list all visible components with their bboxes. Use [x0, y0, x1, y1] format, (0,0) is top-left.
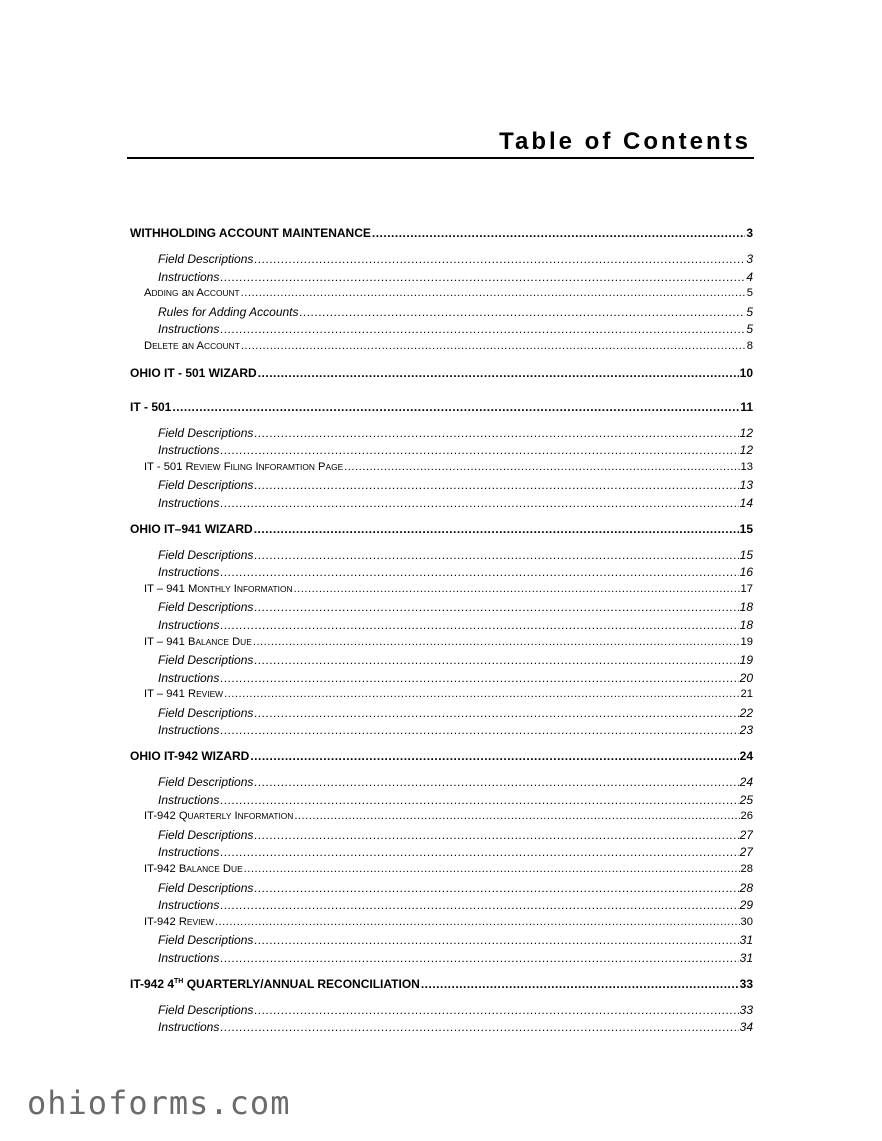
- dot-leader: [172, 400, 739, 414]
- dot-leader: [220, 322, 745, 336]
- toc-entry[interactable]: [130, 636, 753, 654]
- dot-leader: [254, 1003, 738, 1017]
- dot-leader: [254, 600, 738, 614]
- toc-entry[interactable]: [130, 366, 753, 386]
- toc-entry[interactable]: [130, 305, 753, 323]
- dot-leader: [254, 828, 738, 842]
- toc-page-number: 31: [739, 933, 753, 948]
- toc-page-number: 3: [746, 252, 753, 266]
- toc-entry[interactable]: [130, 723, 753, 741]
- dot-leader: [224, 688, 739, 700]
- toc-entry[interactable]: [130, 400, 753, 420]
- toc-page-number: 19: [740, 635, 753, 648]
- toc-page-number: 4: [746, 269, 753, 284]
- toc-entry[interactable]: [130, 426, 753, 444]
- toc-entry-title: OHIO IT - 501 WIZARD: [130, 365, 257, 380]
- toc-entry-title: Instructions: [158, 845, 220, 860]
- dot-leader: [220, 270, 745, 284]
- toc-page-number: 33: [739, 976, 753, 991]
- dot-leader: [254, 653, 738, 667]
- dot-leader: [254, 548, 738, 562]
- toc-entry-title: Field Descriptions: [158, 775, 254, 790]
- dot-leader: [254, 706, 738, 720]
- toc-page-number: 16: [739, 565, 753, 580]
- toc-entry-title: IT-942 4TH QUARTERLY/ANNUAL RECONCILIATION: [130, 976, 420, 991]
- dot-leader: [220, 565, 738, 579]
- toc-entry[interactable]: [130, 270, 753, 288]
- dot-leader: [253, 636, 740, 648]
- dot-leader: [220, 618, 738, 632]
- dot-leader: [220, 845, 738, 859]
- toc-entry[interactable]: [130, 845, 753, 863]
- dot-leader: [220, 723, 738, 737]
- dot-leader: [250, 749, 738, 763]
- toc-entry[interactable]: [130, 671, 753, 689]
- dot-leader: [220, 443, 738, 457]
- dot-leader: [294, 810, 739, 822]
- dot-leader: [254, 426, 738, 440]
- toc-page-number: 28: [740, 863, 753, 876]
- toc-entry-title: Field Descriptions: [158, 252, 254, 266]
- toc-entry-title: Instructions: [158, 792, 220, 807]
- toc-entry-title: Instructions: [158, 565, 220, 580]
- toc-page-number: 26: [740, 810, 753, 823]
- toc-entry[interactable]: [130, 340, 753, 358]
- dot-leader: [220, 671, 738, 685]
- dot-leader: [220, 793, 738, 807]
- toc-entry-title: Instructions: [158, 898, 220, 913]
- toc-page-number: 31: [739, 951, 753, 965]
- toc-page-number: 5: [746, 304, 753, 319]
- toc-entry[interactable]: [130, 226, 753, 246]
- toc-entry-title: Field Descriptions: [158, 547, 254, 562]
- toc-entry[interactable]: [130, 977, 753, 997]
- toc-page-number: 30: [740, 915, 753, 928]
- toc-page-number: 22: [739, 705, 753, 720]
- toc-entry-title: Field Descriptions: [158, 827, 254, 842]
- toc-page-number: 13: [740, 460, 753, 473]
- dot-leader: [258, 366, 739, 380]
- toc-page-number: 27: [739, 845, 753, 860]
- dot-leader: [215, 916, 740, 928]
- toc-page-number: 18: [739, 617, 753, 632]
- toc-entry[interactable]: [130, 287, 753, 305]
- dot-leader: [220, 1020, 738, 1034]
- toc-entry[interactable]: [130, 565, 753, 583]
- toc-entry[interactable]: [130, 810, 753, 828]
- toc-page-number: 33: [739, 1002, 753, 1017]
- toc-entry-title: IT-942 QUARTERLY INFORMATION: [144, 810, 294, 823]
- toc-entry[interactable]: [130, 252, 753, 270]
- toc-entry[interactable]: [130, 478, 753, 496]
- toc-entry-title: Field Descriptions: [158, 1002, 254, 1017]
- dot-leader: [220, 496, 738, 510]
- dot-leader: [220, 951, 738, 965]
- toc-entry[interactable]: [130, 600, 753, 618]
- toc-entry-title: Instructions: [158, 951, 220, 965]
- toc-entry-title: Instructions: [158, 269, 220, 284]
- toc-entry-superscript: TH: [174, 977, 184, 985]
- toc-entry-title: DELETE aN ACCOUNT: [144, 339, 240, 352]
- toc-entry[interactable]: [130, 933, 753, 951]
- toc-page-number: 25: [739, 792, 753, 807]
- toc-page-number: 29: [739, 898, 753, 913]
- toc-page-number: 3: [746, 226, 753, 240]
- toc-page-number: 24: [739, 775, 753, 790]
- dot-leader: [241, 287, 746, 299]
- toc-entry[interactable]: [130, 793, 753, 811]
- toc-entry-title: IT - 501: [130, 399, 172, 414]
- toc-entry-title: Instructions: [158, 723, 220, 738]
- toc-entry-title: IT – 941 REVIEW: [144, 688, 224, 701]
- toc-entry[interactable]: [130, 1003, 753, 1021]
- toc-entry[interactable]: [130, 618, 753, 636]
- dot-leader: [254, 933, 738, 947]
- dot-leader: [372, 226, 745, 240]
- toc-page-number: 8: [746, 339, 753, 352]
- toc-page-number: 24: [739, 749, 753, 764]
- toc-entry-title: IT-942 REVIEW: [144, 915, 214, 928]
- dot-leader: [294, 583, 740, 595]
- toc-entry-title: Rules for Adding Accounts: [158, 304, 299, 319]
- toc-entry[interactable]: [130, 828, 753, 846]
- toc-page-number: 27: [739, 827, 753, 842]
- toc-entry[interactable]: [130, 898, 753, 916]
- toc-entry-title: Field Descriptions: [158, 933, 254, 948]
- toc-entry[interactable]: [130, 688, 753, 706]
- toc-entry-title: Instructions: [158, 443, 220, 458]
- toc-entry-title: ADDING aN ACCOUNT: [144, 287, 240, 300]
- toc-entry-title: WITHHOLDING ACCOUNT MAINTENANCE: [130, 226, 371, 240]
- dot-leader: [300, 305, 746, 319]
- toc-entry-title: OHIO IT–941 WIZARD: [130, 521, 253, 536]
- toc-page-number: 15: [739, 547, 753, 562]
- toc-entry-title: Field Descriptions: [158, 600, 254, 615]
- toc-page-number: 20: [739, 670, 753, 685]
- toc-entry[interactable]: [130, 775, 753, 793]
- toc-entry[interactable]: [130, 881, 753, 899]
- toc-page-number: 17: [740, 582, 753, 595]
- toc-page-number: 12: [739, 443, 753, 458]
- page-title: Table of Contents: [499, 128, 751, 155]
- dot-leader: [254, 775, 738, 789]
- dot-leader: [241, 340, 746, 352]
- toc-entry[interactable]: [130, 951, 753, 969]
- toc-page-number: 18: [739, 600, 753, 615]
- toc-entry[interactable]: [130, 583, 753, 601]
- toc-page-number: 12: [739, 425, 753, 440]
- toc-page-number: 5: [746, 322, 753, 337]
- toc-entry[interactable]: [130, 706, 753, 724]
- toc-entry-title: IT – 941 BALANCE DUE: [144, 635, 252, 648]
- toc-entry-title: Field Descriptions: [158, 880, 254, 895]
- toc-entry-title: IT - 501 REVIEW FILING INFORAMTION PAGE: [144, 460, 344, 473]
- toc-page-number: 14: [739, 495, 753, 510]
- dot-leader: [254, 478, 738, 492]
- toc-entry-title: Field Descriptions: [158, 478, 254, 493]
- dot-leader: [344, 461, 739, 473]
- toc-entry-title: Instructions: [158, 1020, 220, 1035]
- toc-page-number: 10: [739, 365, 753, 380]
- toc-entry-title: OHIO IT-942 WIZARD: [130, 749, 250, 764]
- toc-entry[interactable]: [130, 548, 753, 566]
- toc-page-number: 21: [740, 688, 753, 701]
- dot-leader: [421, 977, 739, 991]
- toc-entry[interactable]: [130, 1020, 753, 1038]
- watermark: ohioforms.com: [27, 1084, 291, 1122]
- toc-entry[interactable]: [130, 863, 753, 881]
- toc-entry[interactable]: [130, 653, 753, 671]
- toc-entry-title: Field Descriptions: [158, 653, 254, 668]
- title-underline: [127, 157, 754, 159]
- toc-entry[interactable]: [130, 916, 753, 934]
- toc-page-number: 23: [739, 723, 753, 738]
- toc-page-number: 11: [740, 399, 753, 414]
- toc-entry-title: Instructions: [158, 322, 220, 337]
- dot-leader: [254, 881, 738, 895]
- toc-entry[interactable]: [130, 443, 753, 461]
- toc-page-number: 34: [739, 1020, 753, 1035]
- dot-leader: [254, 252, 745, 266]
- toc-page-number: 15: [739, 521, 753, 536]
- toc-entry[interactable]: [130, 496, 753, 514]
- toc-entry[interactable]: [130, 322, 753, 340]
- toc-entry[interactable]: [130, 749, 753, 769]
- toc-page-number: 5: [746, 287, 753, 300]
- toc-entry[interactable]: [130, 461, 753, 479]
- toc-entry-title: Instructions: [158, 670, 220, 685]
- toc-entry-title: IT-942 BALANCE DUE: [144, 863, 243, 876]
- toc-entry[interactable]: [130, 522, 753, 542]
- toc-entry-title: IT – 941 MONTHLY INFORMATION: [144, 582, 293, 595]
- toc-entry-title: Instructions: [158, 617, 220, 632]
- dot-leader: [254, 522, 739, 536]
- toc-entry-title: Field Descriptions: [158, 425, 254, 440]
- table-of-contents: [130, 226, 753, 1038]
- toc-page-number: 28: [739, 880, 753, 895]
- dot-leader: [244, 863, 740, 875]
- toc-entry-title: Field Descriptions: [158, 705, 254, 720]
- dot-leader: [220, 898, 738, 912]
- toc-entry-title: Instructions: [158, 495, 220, 510]
- toc-page-number: 13: [739, 478, 753, 493]
- toc-page-number: 19: [739, 653, 753, 668]
